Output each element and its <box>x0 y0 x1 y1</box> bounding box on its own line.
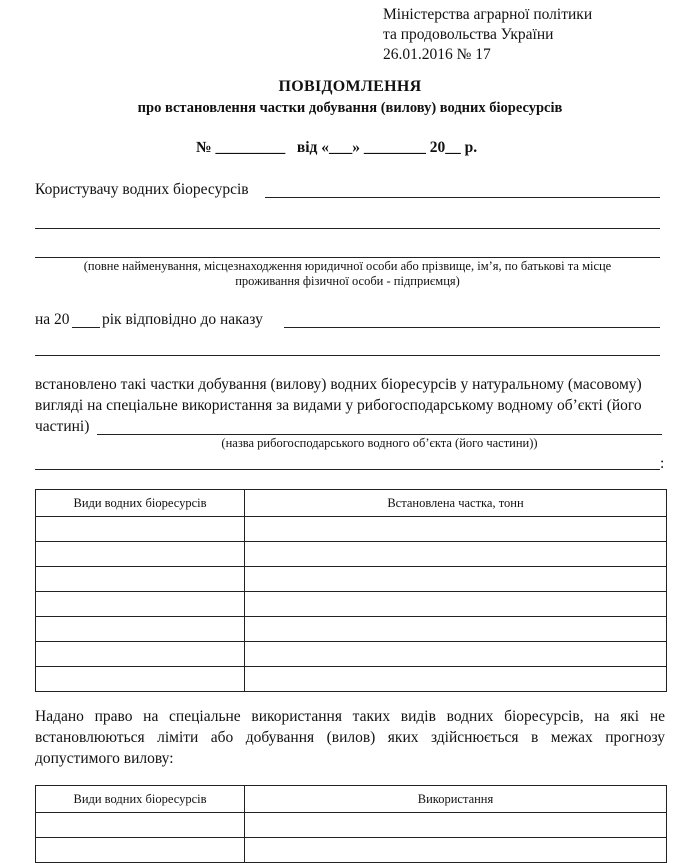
quota-cell[interactable] <box>245 642 667 667</box>
header-line-food: та продовольства України <box>383 26 554 43</box>
order-year-prefix: на 20 <box>35 311 70 328</box>
table-row <box>36 542 667 567</box>
species-cell[interactable] <box>36 667 245 692</box>
quota-cell[interactable] <box>245 667 667 692</box>
quota-table-col-species: Види водних біоресурсів <box>36 490 245 517</box>
species-cell[interactable] <box>36 517 245 542</box>
header-line-ministry: Міністерства аграрної політики <box>383 6 593 23</box>
user-caption-line1: (повне найменування, місцезнаходження юридичної особи або прізвище, ім’я, по батькові та місце <box>83 259 612 273</box>
user-caption-line2: проживання фізичної особи - підприємця) <box>235 274 460 288</box>
usage-table <box>35 785 667 863</box>
table-row <box>36 617 667 642</box>
order-year-suffix: рік відповідно до наказу <box>102 311 263 328</box>
quota-cell[interactable] <box>245 592 667 617</box>
user-name-field-line3[interactable] <box>35 257 660 258</box>
user-caption <box>35 259 660 289</box>
quota-table-header <box>36 490 667 517</box>
granted-line2: встановлюються ліміти або добування (вилов) яких здійснюється в межах прогнозу <box>35 729 665 746</box>
usage-cell[interactable] <box>245 813 667 838</box>
granted-line1: Надано право на спеціальне використання таких видів водних біоресурсів, на які не <box>35 708 665 725</box>
header-block <box>383 5 592 65</box>
usage-table-col-usage: Використання <box>245 786 667 813</box>
table-row <box>36 517 667 542</box>
order-field-line2[interactable] <box>35 355 660 356</box>
quota-table-col-quota: Встановлена частка, тонн <box>245 490 667 517</box>
established-line2: вигляді на спеціальне використання за видами у рибогосподарському водному об’єкті (його <box>35 397 642 414</box>
page-subtitle: про встановлення частки добування (вилову) водних біоресурсів <box>137 100 563 116</box>
species-cell[interactable] <box>36 617 245 642</box>
usage-cell[interactable] <box>245 838 667 863</box>
water-object-field[interactable] <box>97 434 662 435</box>
quota-cell[interactable] <box>245 517 667 542</box>
usage-table-header <box>36 786 667 813</box>
quota-cell[interactable] <box>245 567 667 592</box>
established-line3: частині) <box>35 418 90 435</box>
species-cell[interactable] <box>36 592 245 617</box>
species-cell[interactable] <box>36 813 245 838</box>
granted-line3: допустимого вилову: <box>35 750 174 767</box>
water-object-field-line2[interactable] <box>35 469 660 470</box>
order-year-field[interactable] <box>72 327 100 328</box>
table-row <box>36 567 667 592</box>
quota-table <box>35 489 667 692</box>
species-cell[interactable] <box>36 542 245 567</box>
user-name-field-line2[interactable] <box>35 228 660 229</box>
species-cell[interactable] <box>36 567 245 592</box>
header-line-date: 26.01.2016 № 17 <box>383 46 491 63</box>
user-name-field[interactable] <box>265 197 660 198</box>
table-row <box>36 813 667 838</box>
established-line1: встановлено такі частки добування (вилову) водних біоресурсів у натуральному (масовому) <box>35 376 642 393</box>
quota-cell[interactable] <box>245 542 667 567</box>
table-row <box>36 667 667 692</box>
page-title: ПОВІДОМЛЕННЯ <box>278 78 422 95</box>
user-label: Користувачу водних біоресурсів <box>35 181 249 198</box>
number-date-line: № _________ від «___» ________ 20__ р. <box>196 139 478 156</box>
usage-table-col-species: Види водних біоресурсів <box>36 786 245 813</box>
granted-paragraph <box>35 706 665 769</box>
table-row <box>36 592 667 617</box>
water-object-caption: (назва рибогосподарського водного об’єкта (його частини)) <box>221 436 538 450</box>
colon: : <box>660 455 665 472</box>
order-field[interactable] <box>284 327 660 328</box>
species-cell[interactable] <box>36 838 245 863</box>
table-row <box>36 838 667 863</box>
quota-cell[interactable] <box>245 617 667 642</box>
species-cell[interactable] <box>36 642 245 667</box>
table-row <box>36 642 667 667</box>
